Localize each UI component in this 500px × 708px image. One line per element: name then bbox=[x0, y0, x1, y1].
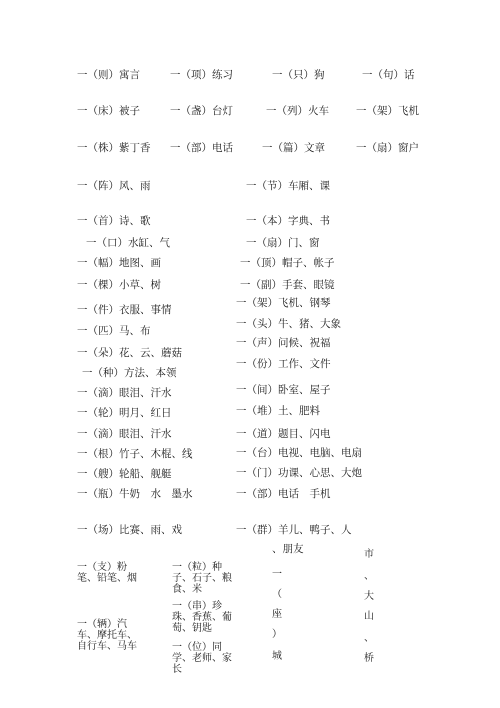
measure-word-entry: 一（则）寓言 bbox=[77, 69, 140, 81]
measure-word-entry: 一（棵）小草、树 bbox=[77, 279, 161, 291]
measure-word-entry: 、朋友 bbox=[272, 543, 304, 555]
measure-word-entry: 一（架）飞机 bbox=[356, 105, 419, 117]
measure-word-entry: 一（朵）花、云、蘑菇 bbox=[77, 347, 182, 359]
vertical-char: 、 bbox=[364, 633, 374, 644]
measure-word-entry: 一（幅）地图、画 bbox=[77, 257, 161, 269]
measure-word-entry: 一（道）题目、闪电 bbox=[236, 428, 331, 440]
measure-word-entry: 一（项）练习 bbox=[170, 69, 233, 81]
measure-word-entry: 一（扇）门、窗 bbox=[246, 237, 320, 249]
vertical-char: ） bbox=[272, 629, 282, 640]
measure-word-entry: 一（群）羊儿、鸭子、人 bbox=[236, 524, 352, 536]
measure-word-entry: 一（份）工作、文件 bbox=[236, 358, 331, 370]
measure-word-entry: 一（轮）明月、红日 bbox=[77, 407, 172, 419]
measure-word-entry: 一（种）方法、本领 bbox=[82, 367, 177, 379]
measure-word-entry: 一（间）卧室、屋子 bbox=[236, 384, 331, 396]
measure-word-entry: 一（句）话 bbox=[362, 69, 415, 81]
measure-word-entry: 一（部）电话 手机 bbox=[236, 488, 331, 500]
measure-word-entry: 一（扇）窗户 bbox=[356, 142, 419, 154]
measure-word-entry: 一（首）诗、歌 bbox=[77, 215, 151, 227]
measure-word-entry: 一（副）手套、眼镜 bbox=[240, 279, 335, 291]
measure-word-entry: 一（列）火车 bbox=[266, 105, 329, 117]
measure-word-entry: 一（滴）眼泪、汗水 bbox=[77, 428, 172, 440]
measure-word-entry: 一（篇）文章 bbox=[262, 142, 325, 154]
measure-word-entry-wrapped: 一（粒）种子、石子、粮食、米 bbox=[172, 562, 232, 595]
measure-word-entry-wrapped: 一（辆）汽车、摩托车、自行车、马车 bbox=[77, 619, 137, 652]
measure-word-entry: 一（艘）轮船、舰艇 bbox=[77, 468, 172, 480]
measure-word-entry: 一（架）飞机、钢琴 bbox=[236, 297, 331, 309]
measure-word-entry: 一（本）字典、书 bbox=[246, 215, 330, 227]
vertical-char: 座 bbox=[272, 609, 282, 620]
measure-word-entry: 一（阵）风、雨 bbox=[77, 180, 151, 192]
measure-word-entry-wrapped: 一（支）粉笔、铅笔、烟 bbox=[77, 562, 137, 584]
vertical-char: （ bbox=[272, 589, 282, 600]
vertical-char: 城 bbox=[272, 651, 282, 662]
measure-word-entry: 一（节）车厢、课 bbox=[246, 180, 330, 192]
measure-word-entry: 一（滴）眼泪、汗水 bbox=[77, 387, 172, 399]
measure-word-entry: 一（口）水缸、气 bbox=[86, 237, 170, 249]
measure-word-entry: 一（盏）台灯 bbox=[170, 105, 233, 117]
vertical-char: 桥 bbox=[364, 653, 374, 664]
measure-word-entry: 一（顶）帽子、帐子 bbox=[240, 257, 335, 269]
measure-word-entry: 一（部）电话 bbox=[170, 142, 233, 154]
measure-word-entry: 一（床）被子 bbox=[77, 105, 140, 117]
measure-word-entry: 一（场）比赛、雨、戏 bbox=[77, 524, 182, 536]
measure-word-entry: 一（根）竹子、木棍、线 bbox=[77, 448, 193, 460]
vertical-char: 大 bbox=[364, 591, 374, 602]
measure-word-entry: 一（株）紫丁香 bbox=[77, 142, 151, 154]
measure-word-entry: 一（头）牛、猪、大象 bbox=[236, 318, 341, 330]
measure-word-entry: 一（声）问候、祝福 bbox=[236, 337, 331, 349]
measure-word-entry: 一（门）功课、心思、大炮 bbox=[236, 467, 362, 479]
vertical-char: 一 bbox=[272, 569, 282, 580]
vertical-char: 市 bbox=[364, 549, 374, 560]
vertical-char: 山 bbox=[364, 611, 374, 622]
measure-word-entry: 一（堆）土、肥料 bbox=[236, 405, 320, 417]
measure-word-entry: 一（件）衣服、事情 bbox=[77, 304, 172, 316]
measure-word-entry: 一（台）电视、电脑、电扇 bbox=[236, 447, 362, 459]
measure-word-entry: 一（瓶）牛奶 水 墨水 bbox=[77, 488, 193, 500]
measure-word-entry-wrapped: 一（串）珍珠、香蕉、葡萄、钥匙 bbox=[172, 601, 232, 634]
measure-word-entry-wrapped: 一（位）同学、老师、家长 bbox=[172, 642, 232, 675]
vertical-char: 、 bbox=[364, 571, 374, 582]
measure-word-entry: 一（只）狗 bbox=[272, 69, 325, 81]
measure-word-entry: 一（匹）马、布 bbox=[77, 325, 151, 337]
